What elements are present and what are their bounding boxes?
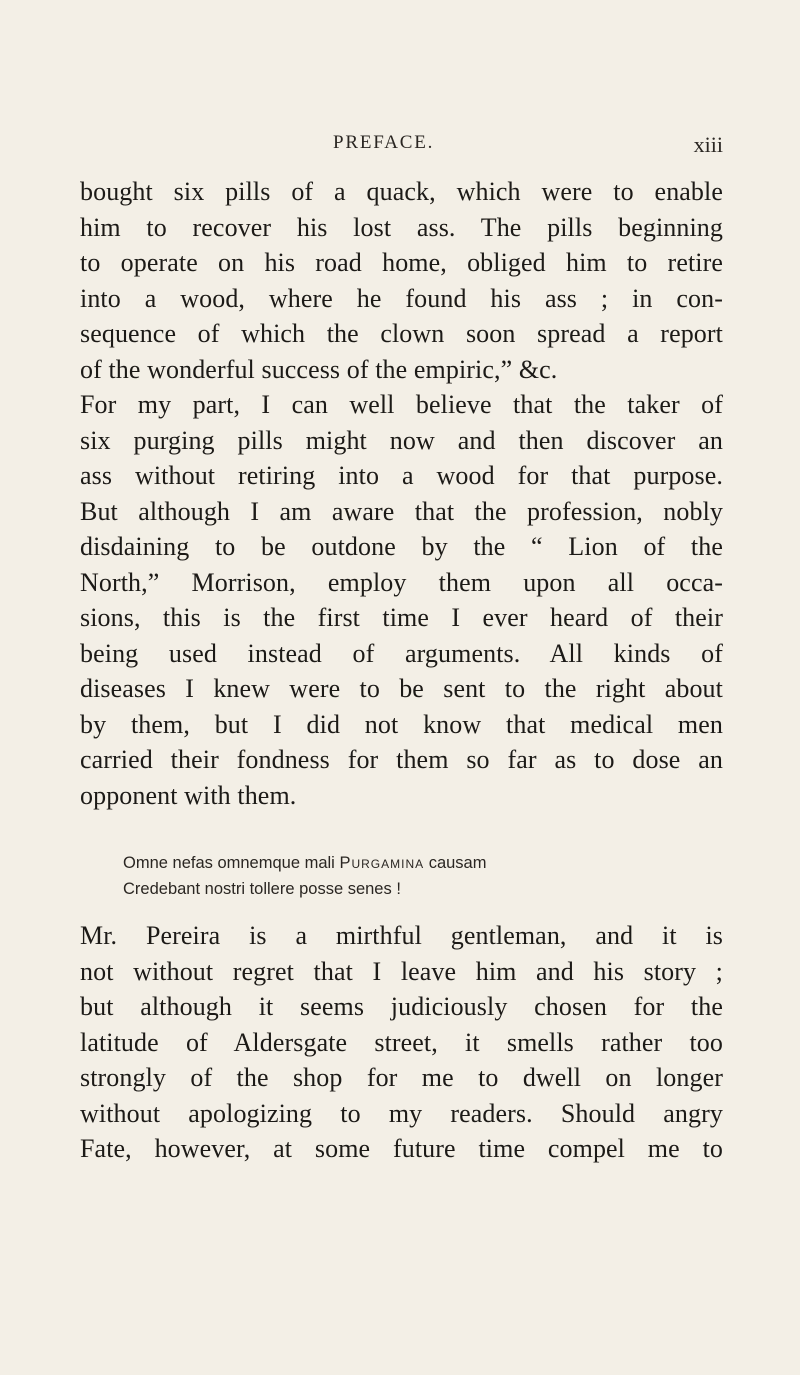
text-line: but although it seems judiciously chosen for the	[80, 992, 723, 1021]
text-line: into a wood, where he found his ass ; in con-	[80, 283, 723, 313]
latin-quotation	[123, 850, 683, 902]
text-line: being used instead of arguments. All kinds of	[80, 638, 723, 668]
text-line: North,” Morrison, employ them upon all occa-	[80, 567, 723, 597]
text-line: latitude of Aldersgate street, it smells rather too	[80, 1027, 723, 1057]
running-head: PREFACE.	[333, 132, 435, 153]
text-line: to operate on his road home, obliged him to retire	[80, 248, 723, 277]
text-line: bought six pills of a quack, which were to enable	[80, 177, 723, 206]
text-line: But although I am aware that the profession, nobly	[80, 496, 723, 526]
text-line: of the wonderful success of the empiric,” &c.	[80, 354, 558, 384]
text-line: opponent with them.	[80, 780, 297, 810]
quote-text: causam	[424, 854, 487, 872]
text-line: Mr. Pereira is a mirthful gentleman, and it is	[80, 921, 723, 950]
text-line: disdaining to be outdone by the “ Lion of the	[80, 532, 723, 561]
text-line: sions, this is the first time I ever heard of their	[80, 603, 723, 632]
paragraph-2	[80, 918, 723, 1167]
text-line: without apologizing to my readers. Should angry	[80, 1098, 723, 1128]
text-line: six purging pills might now and then discover an	[80, 425, 723, 455]
text-line: ass without retiring into a wood for that purpose.	[80, 461, 723, 490]
quote-emphasis: Purgamina	[339, 854, 425, 872]
text-line: not without regret that I leave him and his story ;	[80, 956, 723, 986]
text-line: Fate, however, at some future time compel me to	[80, 1134, 723, 1163]
text-line: diseases I knew were to be sent to the right about	[80, 674, 723, 703]
text-line: strongly of the shop for me to dwell on longer	[80, 1063, 723, 1092]
text-line: carried their fondness for them so far as to dose an	[80, 745, 723, 774]
text-line: For my part, I can well believe that the taker of	[80, 390, 723, 419]
page-number: xiii	[693, 132, 723, 157]
text-line: by them, but I did not know that medical men	[80, 709, 723, 739]
quote-line-1	[123, 850, 683, 876]
quote-text: Omne nefas omnemque mali	[123, 854, 340, 872]
text-line: him to recover his lost ass. The pills beginning	[80, 212, 723, 242]
page-header	[80, 132, 723, 162]
text-line: sequence of which the clown soon spread a report	[80, 319, 723, 348]
quote-line-2: Credebant nostri tollere posse senes !	[123, 880, 401, 898]
paragraph-1	[80, 174, 723, 813]
